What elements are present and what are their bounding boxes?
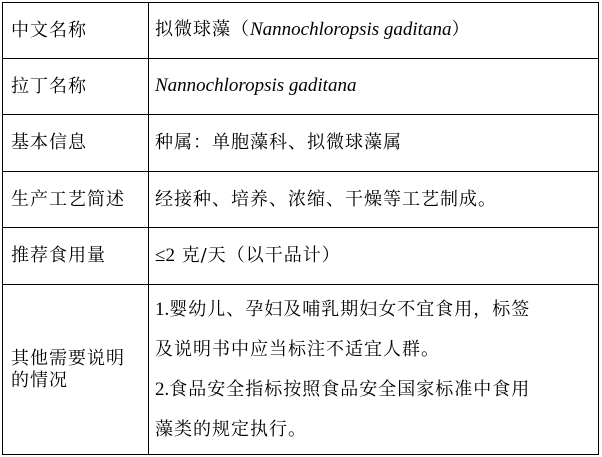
- dosage-label: 推荐食用量: [3, 228, 149, 285]
- notes-label: [3, 285, 149, 455]
- basic-info-value: 种属：单胞藻科、拟微球藻属: [149, 115, 599, 172]
- note-item1-text-line1: 婴幼儿、孕妇及哺乳期妇女不宜食用，标签: [169, 298, 531, 320]
- latin-name-text: Nannochloropsis gaditana: [155, 75, 357, 97]
- chinese-name-latin: Nannochloropsis gaditana: [250, 19, 452, 41]
- chinese-name-value: [149, 3, 599, 59]
- notes-label-line2: 的情况: [11, 369, 68, 391]
- note-item2-line2: 藻类的规定执行。: [155, 418, 307, 440]
- note-item2-line1: [155, 370, 592, 410]
- latin-name-label: 拉丁名称: [3, 59, 149, 115]
- dosage-number: 2: [165, 244, 175, 266]
- chinese-name-label: 中文名称: [3, 3, 149, 59]
- table-row: [3, 59, 599, 115]
- notes-value: [149, 285, 599, 455]
- dosage-value: [149, 228, 599, 285]
- production-value: 经接种、培养、浓缩、干燥等工艺制成。: [149, 172, 599, 228]
- note-item1-line1: [155, 290, 592, 330]
- table-row: [3, 115, 599, 172]
- info-table: [2, 2, 599, 455]
- production-label: 生产工艺简述: [3, 172, 149, 228]
- table-row: [3, 285, 599, 455]
- dosage-unit: 克/天（以干品计）: [174, 244, 341, 266]
- chinese-name-text: 拟微球藻（: [155, 19, 250, 41]
- table-row: [3, 172, 599, 228]
- table-row: [3, 3, 599, 59]
- latin-name-value: [149, 59, 599, 115]
- dosage-symbol: ≤: [155, 244, 166, 266]
- note-item2-number: 2.: [155, 378, 170, 400]
- note-item1-number: 1.: [155, 298, 170, 320]
- basic-info-label: 基本信息: [3, 115, 149, 172]
- chinese-name-close: ）: [451, 19, 471, 41]
- note-item1-line2: 及说明书中应当标注不适宜人群。: [155, 338, 440, 360]
- note-item2-text-line1: 食品安全指标按照食品安全国家标准中食用: [169, 378, 531, 400]
- table-row: [3, 228, 599, 285]
- notes-label-line1: 其他需要说明: [11, 347, 125, 369]
